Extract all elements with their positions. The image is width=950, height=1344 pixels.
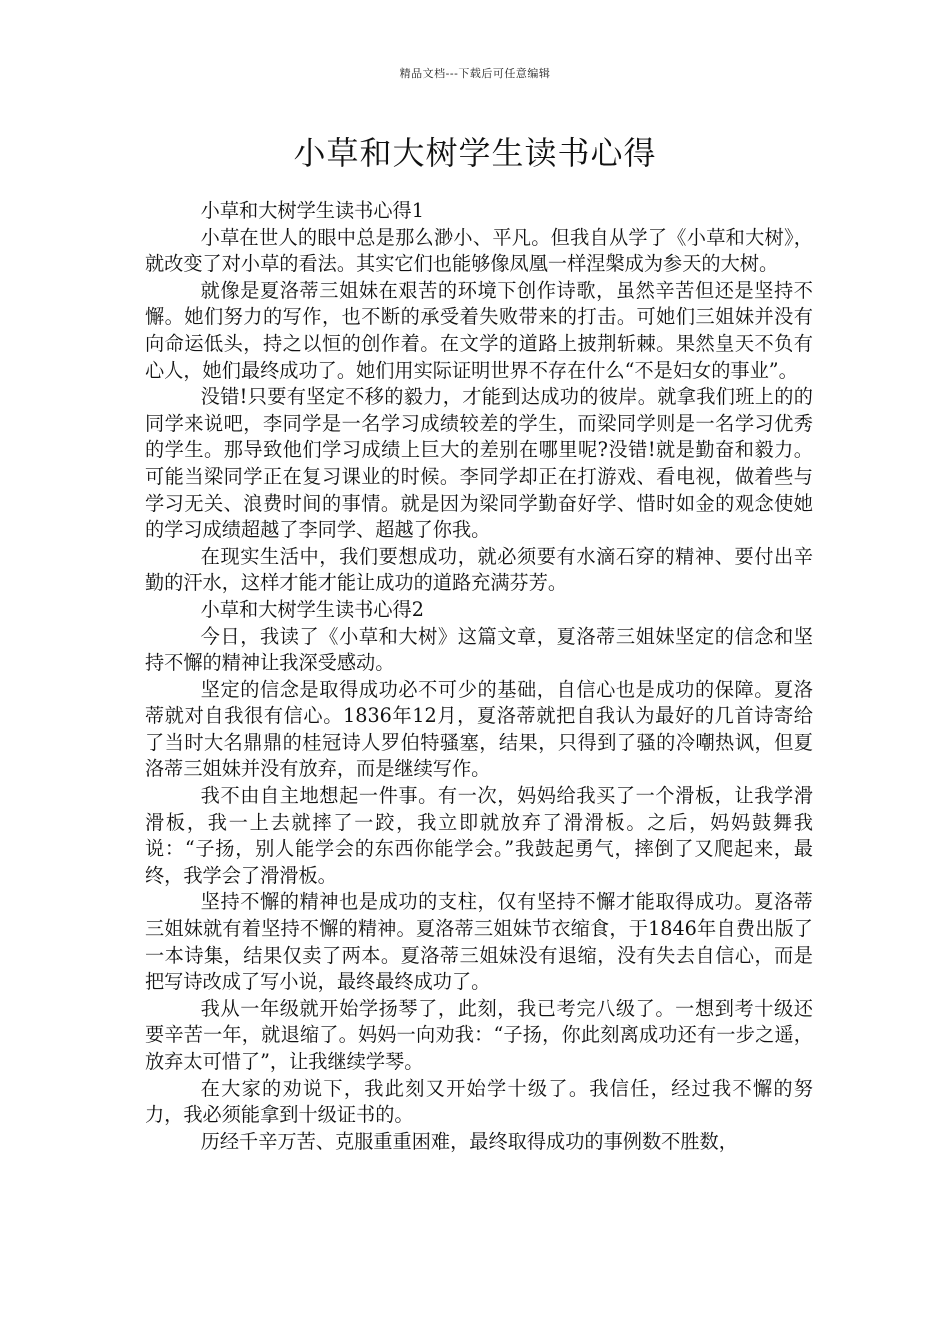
document-body <box>145 198 813 1155</box>
paragraph: 在现实生活中，我们要想成功，就必须要有水滴石穿的精神、要付出辛勤的汗水，这样才能才能让成功的道路充满芬芳。 <box>145 544 813 595</box>
paragraph: 我从一年级就开始学扬琴了，此刻，我已考完八级了。一想到考十级还要辛苦一年，就退缩了。妈妈一向劝我：“子扬，你此刻离成功还有一步之遥，放弃太可惜了”，让我继续学琴。 <box>145 996 813 1073</box>
paragraph: 历经千辛万苦、克服重重困难，最终取得成功的事例数不胜数， <box>200 1129 738 1153</box>
paragraph: 今日，我读了《小草和大树》这篇文章，夏洛蒂三姐妹坚定的信念和坚持不懈的精神让我深受感动。 <box>145 624 813 675</box>
section-heading: 小草和大树学生读书心得2 <box>200 597 424 621</box>
section-heading: 小草和大树学生读书心得1 <box>200 199 424 222</box>
paragraph: 我不由自主地想起一件事。有一次，妈妈给我买了一个滑板，让我学滑滑板，我一上去就摔了一跤，我立即就放弃了滑滑板。之后，妈妈鼓舞我说：“子扬，别人能学会的东西你能学会。”我鼓起勇气，摔倒了又爬起来，最终，我学会了滑滑板。 <box>145 784 813 887</box>
paragraph: 没错!只要有坚定不移的毅力，才能到达成功的彼岸。就拿我们班上的的同学来说吧，李同学是一名学习成绩较差的学生，而梁同学则是一名学习优秀的学生。那导致他们学习成绩上巨大的差别在哪里呢?没错!就是勤奋和毅力。可能当梁同学正在复习课业的时候。李同学却正在打游戏、看电视，做着些与学习无关、浪费时间的事情。就是因为梁同学勤奋好学、惜时如金的观念使她的学习成绩超越了李同学、超越了你我。 <box>145 385 813 542</box>
paragraph: 小草在世人的眼中总是那么渺小、平凡。但我自从学了《小草和大树》，就改变了对小草的看法。其实它们也能够像凤凰一样涅槃成为参天的大树。 <box>145 225 813 276</box>
document-title: 小草和大树学生读书心得 <box>293 134 657 172</box>
paragraph: 坚持不懈的精神也是成功的支柱，仅有坚持不懈才能取得成功。夏洛蒂三姐妹就有着坚持不懈的精神。夏洛蒂三姐妹节衣缩食，于1846年自费出版了一本诗集，结果仅卖了两本。夏洛蒂三姐妹没有退缩，没有失去自信心，而是把写诗改成了写小说，最终最终成功了。 <box>145 890 813 994</box>
header-note: 精品文档---下载后可任意编辑 <box>399 67 551 80</box>
paragraph: 坚定的信念是取得成功必不可少的基础，自信心也是成功的保障。夏洛蒂就对自我很有信心。1836年12月，夏洛蒂就把自我认为最好的几首诗寄给了当时大名鼎鼎的桂冠诗人罗伯特骚塞，结果，只得到了骚的冷嘲热讽，但夏洛蒂三姐妹并没有放弃，而是继续写作。 <box>145 677 813 781</box>
paragraph: 就像是夏洛蒂三姐妹在艰苦的环境下创作诗歌，虽然辛苦但还是坚持不懈。她们努力的写作，也不断的承受着失败带来的打击。可她们三姐妹并没有向命运低头，持之以恒的创作着。在文学的道路上披荆斩棘。果然皇天不负有心人，她们最终成功了。她们用实际证明世界不存在什么“不是妇女的事业”。 <box>145 278 813 382</box>
paragraph: 在大家的劝说下，我此刻又开始学十级了。我信任，经过我不懈的努力，我必须能拿到十级证书的。 <box>145 1076 813 1127</box>
